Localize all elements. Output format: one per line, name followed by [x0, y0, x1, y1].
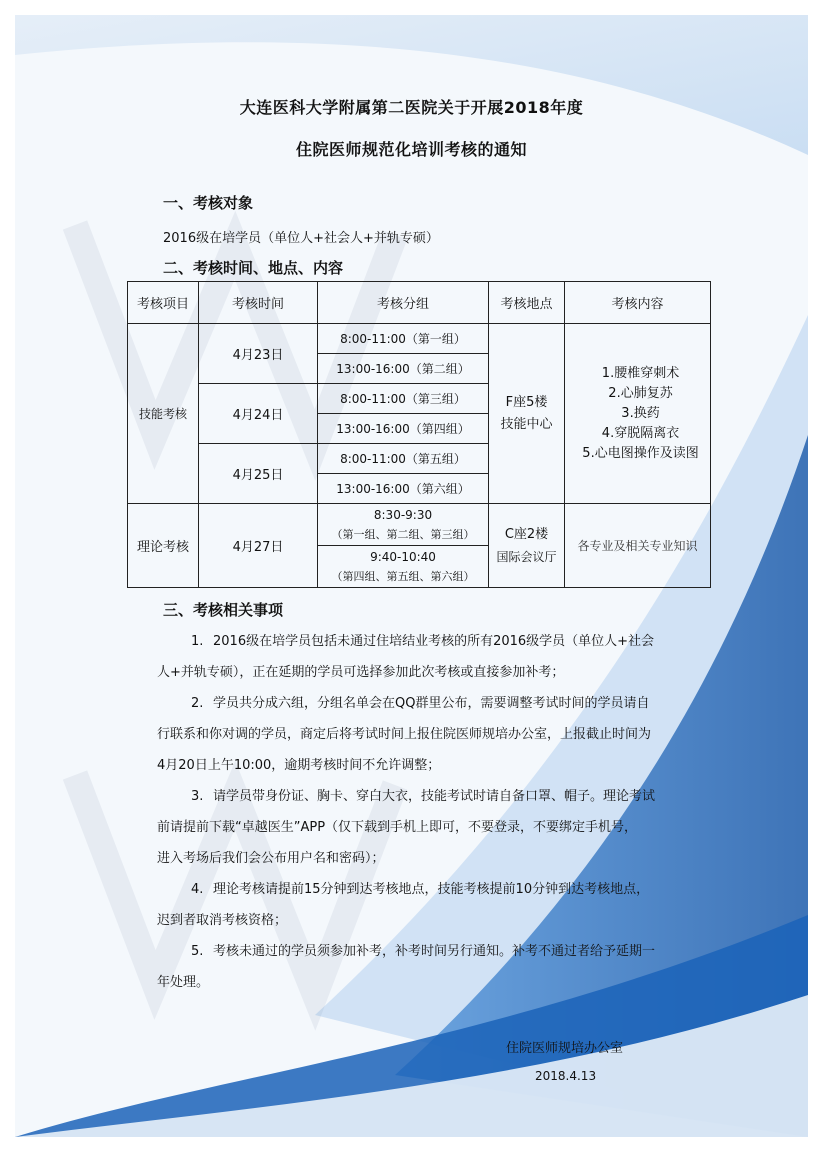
notice-item-line: 考核未通过的学员须参加补考，补考时间另行通知。补考不通过者给予延期一	[213, 944, 656, 959]
notice-item-line: 理论考核请提前15分钟到达考核地点，技能考核提前10分钟到达考核地点，	[213, 882, 650, 897]
theory-slot2-groups: （第四组、第五组、第六组）	[331, 569, 475, 583]
section3-heading: 三、考核相关事项	[163, 601, 284, 619]
notice-item-number: 2.	[191, 696, 204, 711]
theory-slot2-time: 9:40-10:40	[370, 549, 436, 564]
section2-heading: 二、考核时间、地点、内容	[163, 259, 344, 277]
skill-group-cell: 8:00-11:00（第三组）	[318, 384, 489, 414]
notice-item-5	[157, 936, 695, 998]
skill-date-2: 4月24日	[199, 384, 318, 444]
theory-slot1-time: 8:30-9:30	[373, 507, 433, 522]
signature-office: 住院医师规培办公室	[506, 1041, 624, 1056]
section1-text: 2016级在培学员（单位人+社会人+并轨专硕）	[163, 231, 439, 246]
col-header-location: 考核地点	[489, 282, 565, 324]
table-row	[128, 324, 711, 354]
signature-date: 2018.4.13	[535, 1069, 597, 1083]
theory-slot1-cell	[318, 504, 489, 546]
exam-schedule-table	[127, 281, 711, 588]
theory-slot1-groups: （第一组、第二组、第三组）	[331, 527, 475, 541]
skill-date-1: 4月23日	[199, 324, 318, 384]
skill-content-item: 5.心电图操作及读图	[582, 445, 699, 461]
theory-content-cell: 各专业及相关专业知识	[565, 504, 711, 588]
notice-item-line: 行联系和你对调的学员，商定后将考试时间上报住院医师规培办公室，上报截止时间为	[157, 727, 652, 742]
skill-content-item: 2.心肺复苏	[608, 385, 673, 401]
notice-item-4	[157, 874, 695, 936]
notice-item-number: 5.	[191, 944, 204, 959]
skill-group-cell: 8:00-11:00（第五组）	[318, 444, 489, 474]
notice-item-number: 1.	[191, 634, 204, 649]
col-header-content: 考核内容	[565, 282, 711, 324]
notice-item-line: 迟到者取消考核资格；	[157, 913, 288, 928]
skill-group-cell: 13:00-16:00（第六组）	[318, 474, 489, 504]
col-header-time: 考核时间	[199, 282, 318, 324]
skill-group-cell: 13:00-16:00（第二组）	[318, 354, 489, 384]
col-header-group: 考核分组	[318, 282, 489, 324]
table-row	[128, 504, 711, 546]
notice-item-line: 学员共分成六组，分组名单会在QQ群里公布，需要调整考试时间的学员请自	[213, 696, 650, 711]
notice-item-line: 人+并轨专硕），正在延期的学员可选择参加此次考核或直接参加补考；	[157, 665, 565, 680]
notice-item-number: 4.	[191, 882, 204, 897]
skill-date-3: 4月25日	[199, 444, 318, 504]
skill-group-cell: 13:00-16:00（第四组）	[318, 414, 489, 444]
skill-location-line1: F座5楼	[505, 394, 548, 410]
document-page	[15, 15, 808, 1137]
document-title-line2: 住院医师规范化培训考核的通知	[295, 140, 527, 159]
notice-item-line: 前请提前下载“卓越医生”APP（仅下载到手机上即可，不要登录，不要绑定手机号，	[157, 820, 638, 835]
skill-location-line2: 技能中心	[500, 416, 553, 432]
notice-item-line: 4月20日上午10:00，逾期考核时间不允许调整；	[157, 758, 441, 773]
notice-item-line: 2016级在培学员包括未通过住培结业考核的所有2016级学员（单位人+社会	[213, 634, 655, 649]
notice-item-line: 请学员带身份证、胸卡、穿白大衣，技能考试时请自备口罩、帽子。理论考试	[213, 789, 656, 804]
skill-group-cell: 8:00-11:00（第一组）	[318, 324, 489, 354]
section1-heading: 一、考核对象	[163, 194, 254, 212]
skill-item-cell: 技能考核	[128, 324, 199, 504]
notice-item-number: 3.	[191, 789, 204, 804]
notice-item-1	[157, 626, 695, 688]
skill-content-item: 4.穿脱隔离衣	[601, 425, 680, 441]
table-header-row	[128, 282, 711, 324]
skill-content-cell	[565, 324, 711, 504]
notice-item-2	[157, 688, 695, 781]
theory-location-line1: C座2楼	[504, 526, 549, 542]
document-title-line1: 大连医科大学附属第二医院关于开展2018年度	[239, 98, 584, 117]
theory-date-cell: 4月27日	[199, 504, 318, 588]
theory-item-cell: 理论考核	[128, 504, 199, 588]
theory-slot2-cell	[318, 546, 489, 588]
theory-location-line2: 国际会议厅	[496, 549, 557, 564]
theory-location-cell	[489, 504, 565, 588]
notice-item-line: 年处理。	[157, 975, 210, 990]
col-header-item: 考核项目	[128, 282, 199, 324]
skill-content-item: 1.腰椎穿刺术	[601, 365, 680, 381]
notice-item-line: 进入考场后我们会公布用户名和密码）；	[157, 851, 385, 866]
skill-content-item: 3.换药	[621, 405, 660, 421]
notice-item-3	[157, 781, 695, 874]
skill-location-cell	[489, 324, 565, 504]
